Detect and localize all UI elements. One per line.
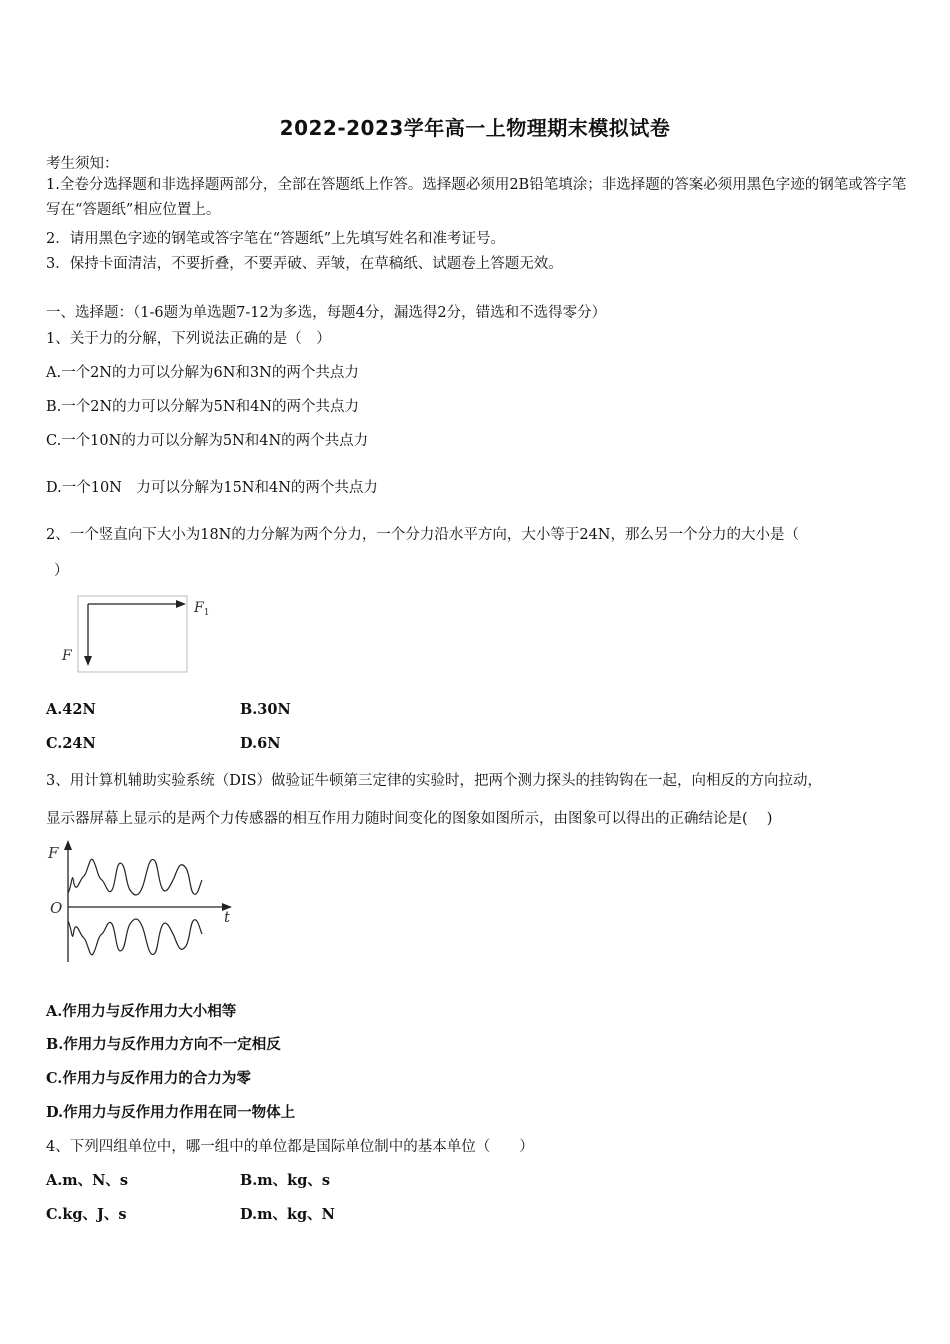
q1-option-b: B.一个2N的力可以分解为5N和4N的两个共点力 (46, 399, 360, 415)
q1-stem: 1、关于力的分解，下列说法正确的是（ ） (46, 331, 331, 347)
q2-f-arrowhead (84, 656, 92, 666)
q2-stem-line2: ） (54, 563, 69, 579)
q2-label-f: F (62, 648, 72, 664)
q2-option-b: B.30N (240, 701, 291, 718)
q3-force-time-graph (44, 838, 244, 968)
q3-y-arrowhead (64, 840, 72, 850)
q2-stem-line1: 2、一个竖直向下大小为18N的力分解为两个分力，一个分力沿水平方向，大小等于24N，那么另一个分力的大小是（ (46, 527, 799, 543)
q2-label-f1: $F_1$ (194, 600, 210, 618)
q3-label-y: F (48, 844, 59, 862)
q4-option-d: D.m、kg、N (240, 1206, 335, 1223)
q3-option-c: C.作用力与反作用力的合力为零 (46, 1070, 251, 1087)
q3-option-d: D.作用力与反作用力作用在同一物体上 (46, 1104, 296, 1121)
q1-option-c: C.一个10N的力可以分解为5N和4N的两个共点力 (46, 433, 369, 449)
q4-option-b: B.m、kg、s (240, 1172, 330, 1189)
q3-label-x: t (224, 908, 231, 926)
q3-option-b: B.作用力与反作用力方向不一定相反 (46, 1036, 281, 1053)
q2-figure-frame (78, 596, 187, 672)
q3-lower-curve (68, 919, 202, 955)
notice-heading: 考生须知： (46, 156, 119, 172)
q3-option-a: A.作用力与反作用力大小相等 (46, 1003, 237, 1020)
q2-option-d: D.6N (240, 735, 281, 752)
q4-stem: 4、下列四组单位中，哪一组中的单位都是国际单位制中的基本单位（ ） (46, 1139, 534, 1155)
page-title: 2022-2023学年高一上物理期末模拟试卷 (279, 116, 671, 140)
q3-upper-curve (68, 859, 202, 895)
q1-option-a: A.一个2N的力可以分解为6N和3N的两个共点力 (46, 365, 359, 381)
q3-label-origin: O (50, 899, 63, 917)
q2-force-figure (60, 592, 220, 676)
q3-stem-line1: 3、用计算机辅助实验系统（DIS）做验证牛顿第三定律的实验时，把两个测力探头的挂钩钩在一起，向相反的方向拉动， (46, 773, 823, 789)
notice-item-3: 3．保持卡面清洁，不要折叠，不要弄破、弄皱，在草稿纸、试题卷上答题无效。 (46, 256, 563, 272)
notice-item-1: 1.全卷分选择题和非选择题两部分，全部在答题纸上作答。选择题必须用2B铅笔填涂；非选择题的答案必须用黑色字迹的钢笔或答字笔写在“答题纸”相应位置上。 (46, 177, 907, 218)
q4-option-c: C.kg、J、s (46, 1206, 127, 1223)
q2-option-a: A.42N (46, 701, 96, 718)
notice-item-2: 2．请用黑色字迹的钢笔或答字笔在“答题纸”上先填写姓名和准考证号。 (46, 231, 506, 247)
q2-option-c: C.24N (46, 735, 96, 752)
section-heading: 一、选择题：（1-6题为单选题7-12为多选，每题4分，漏选得2分，错选和不选得零分） (46, 305, 607, 321)
q1-option-d: D.一个10N 力可以分解为15N和4N的两个共点力 (46, 480, 378, 496)
q3-stem-line2: 显示器屏幕上显示的是两个力传感器的相互作用力随时间变化的图象如图所示，由图象可以得出的正确结论是( ) (46, 811, 773, 827)
q4-option-a: A.m、N、s (46, 1172, 129, 1189)
q2-f1-arrowhead (176, 600, 186, 608)
